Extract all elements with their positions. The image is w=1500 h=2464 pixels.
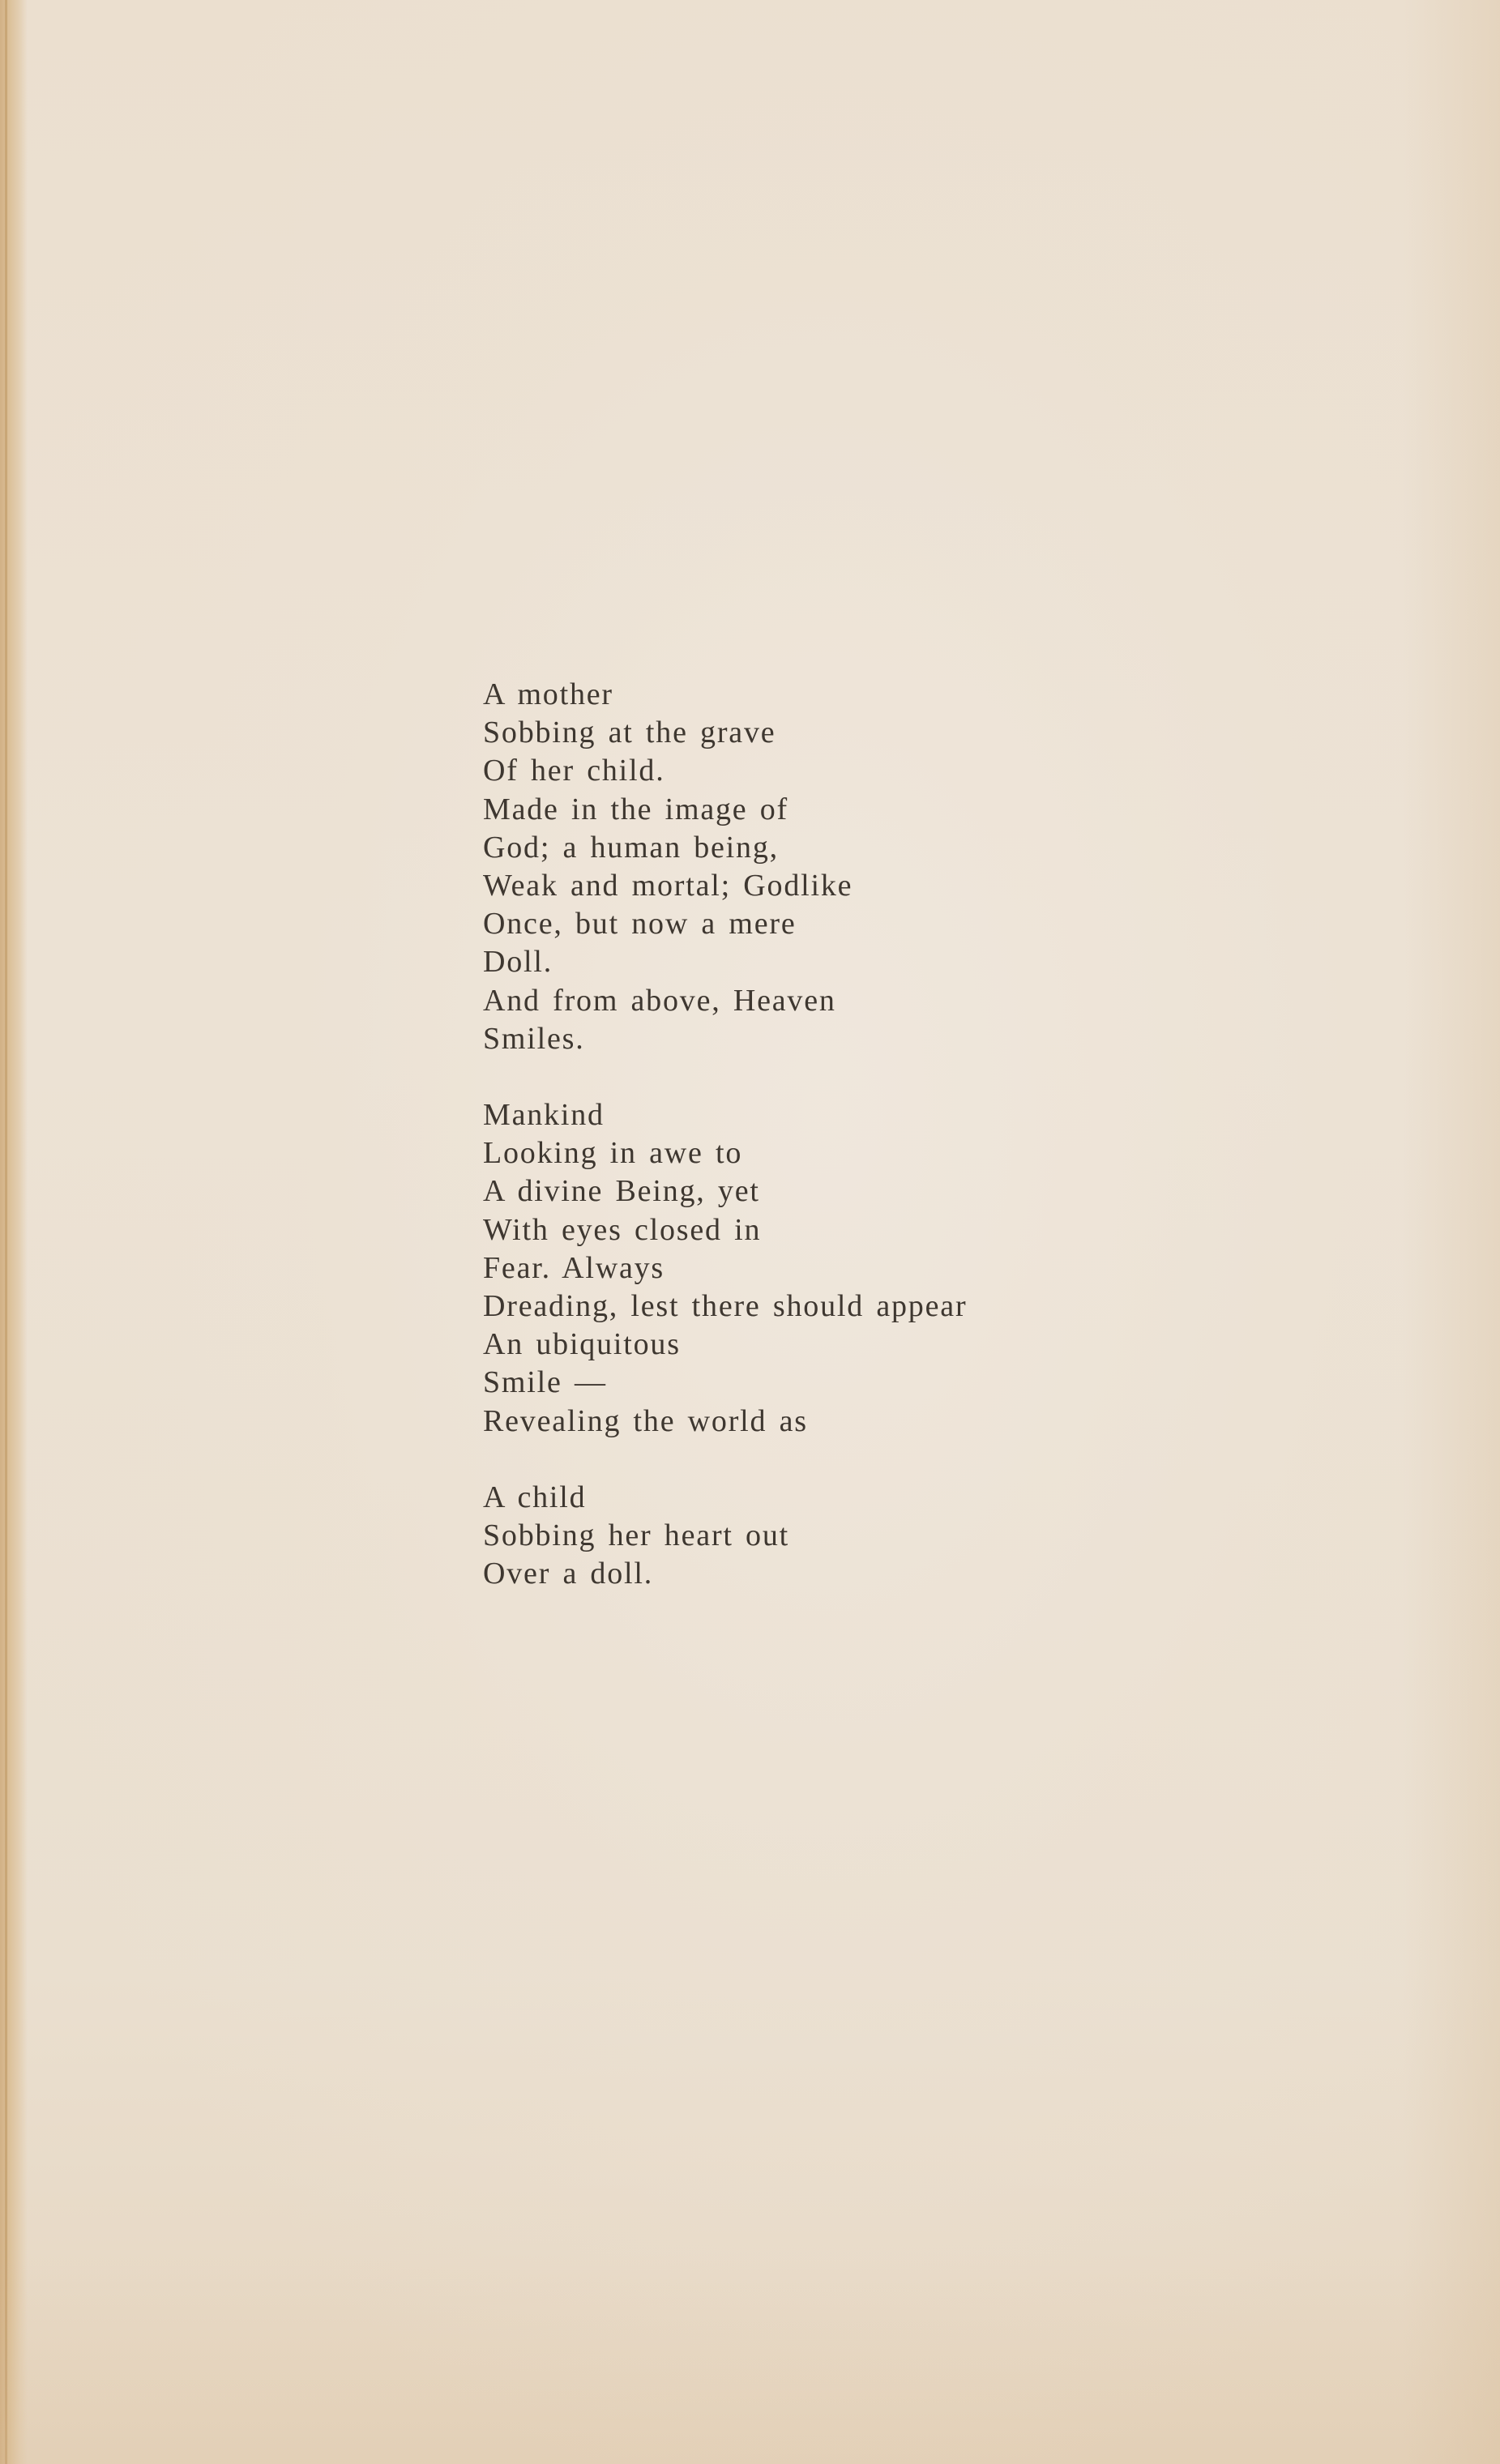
poem-line: Once, but now a mere	[483, 907, 797, 942]
page-binding-line	[5, 0, 7, 2464]
poem-line: A mother	[483, 677, 613, 711]
poem-line: An ubiquitous	[483, 1327, 681, 1362]
poem-line: Looking in awe to	[483, 1136, 743, 1171]
poem-line: Over a doll.	[483, 1557, 654, 1591]
page-edge-shading-right	[1403, 0, 1500, 2464]
poem-line: Sobbing her heart out	[483, 1518, 790, 1553]
stanza-3	[483, 1479, 1293, 1594]
poem-line: Smile —	[483, 1365, 607, 1400]
stanza-1	[483, 676, 1293, 1058]
poem-line: A divine Being, yet	[483, 1174, 760, 1209]
page-edge-shading-bottom	[0, 2253, 1500, 2464]
poem-line: Doll.	[483, 945, 553, 980]
poem-line: Mankind	[483, 1098, 605, 1133]
poem-line: God; a human being,	[483, 830, 779, 865]
poem-line: Made in the image of	[483, 792, 789, 826]
stanza-2	[483, 1096, 1293, 1441]
poem-line: Weak and mortal; Godlike	[483, 869, 853, 903]
poem-line: A child	[483, 1480, 587, 1514]
poem	[483, 676, 1293, 1593]
poem-line: Fear. Always	[483, 1250, 665, 1285]
poem-line: With eyes closed in	[483, 1212, 762, 1247]
poem-line: Of her child.	[483, 754, 665, 788]
poem-line: Sobbing at the grave	[483, 715, 776, 750]
poem-line: Revealing the world as	[483, 1403, 808, 1438]
poem-line: Smiles.	[483, 1021, 585, 1056]
poem-line: And from above, Heaven	[483, 983, 836, 1018]
poem-line: Dreading, lest there should appear	[483, 1289, 968, 1324]
